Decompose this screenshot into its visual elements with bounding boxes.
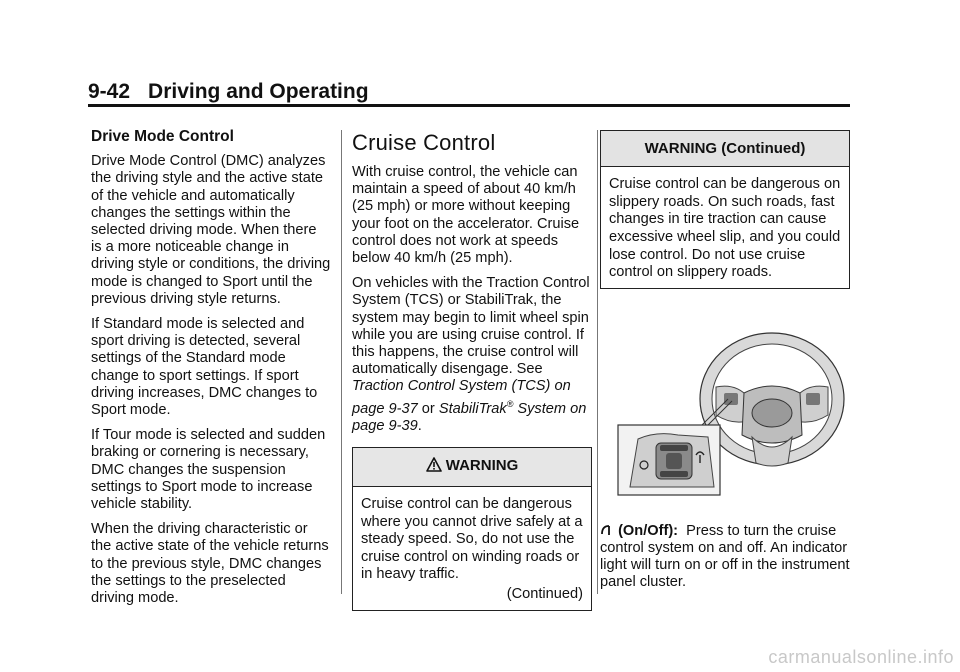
paragraph: With cruise control, the vehicle can maintain a speed of about 40 km/h (25 mph) or more without keeping your foot on the accelerator. Cruise control does not work at speeds below 40 km/h (25 mph). — [352, 164, 580, 267]
page-header — [88, 80, 369, 104]
section-title: Driving and Operating — [148, 80, 369, 103]
period: . — [417, 417, 422, 434]
drive-mode-heading: Drive Mode Control — [91, 128, 234, 145]
steering-wheel-illustration — [616, 317, 852, 517]
column-divider — [341, 130, 342, 594]
cruise-onoff-icon — [600, 523, 618, 539]
page-number: 9-42 — [88, 80, 131, 103]
warning-continued-box — [600, 130, 850, 289]
column-cruise-continued — [600, 130, 850, 600]
warning-text: Cruise control can be dangerous where you cannot drive safely at a steady speed. So, do not use the cruise control on winding roads or in heavy traffic. — [361, 496, 583, 583]
paragraph: If Standard mode is selected and sport driving is detected, several settings of the Standard mode change to sport settings. If sport driving increases, DMC changes to Sport mode. — [91, 316, 318, 419]
warning-continued-header: WARNING (Continued) — [601, 131, 849, 167]
onoff-text: Press to turn the cruise control system on and off. An indicator light will turn on or off in the instrument panel cluster. — [600, 522, 850, 591]
column-divider — [597, 130, 598, 594]
column-drive-mode — [91, 128, 331, 615]
paragraph: When the driving characteristic or the active state of the vehicle returns to the previous style, DMC changes the settings to the preselected driving mode. — [91, 521, 329, 607]
paragraph: Drive Mode Control (DMC) analyzes the driving style and the active state of the vehicle and automatically changes the settings within the selected driving mode. When there is a more noticeable change in driving style or conditions, the driving mode is changed to Sport until the previous driving style returns. — [91, 153, 331, 307]
cruise-control-heading: Cruise Control — [352, 130, 496, 155]
continued-label: (Continued) — [506, 586, 583, 603]
warning-triangle-icon — [426, 457, 442, 477]
registered-mark: ® — [506, 398, 514, 409]
paragraph: If Tour mode is selected and sudden braking or cornering is necessary, DMC changes the suspension settings to Sport mode to increase vehicle stability. — [91, 427, 326, 513]
watermark: carmanualsonline.info — [768, 647, 954, 667]
tcs-text: On vehicles with the Traction Control System (TCS) or StabiliTrak, the system may begin to limit wheel spin while you are using cruise control. If this happens, the cruise control will automatically disengage. See — [352, 275, 590, 378]
warning-header — [353, 448, 591, 487]
stabilitrak-name: StabiliTrak — [438, 400, 507, 417]
warning-title: WARNING — [445, 456, 519, 474]
onoff-paragraph — [600, 523, 850, 592]
warning-box — [352, 447, 592, 611]
column-cruise-control — [352, 130, 592, 611]
onoff-label: (On/Off): — [618, 522, 679, 539]
paragraph — [352, 275, 592, 435]
stabilitrak-rest: System on page 9-39 — [352, 400, 587, 434]
warning-continued-body: Cruise control can be dangerous on slippery roads. On such roads, fast changes in tire traction can cause excessive wheel slip, and you could lose control. Do not use cruise control on slippery roads. — [609, 176, 841, 281]
header-rule — [88, 104, 850, 107]
warning-body — [353, 487, 591, 610]
or-word: or — [421, 400, 435, 417]
tcs-link[interactable]: Traction Control System (TCS) on page 9-37 — [352, 378, 571, 417]
